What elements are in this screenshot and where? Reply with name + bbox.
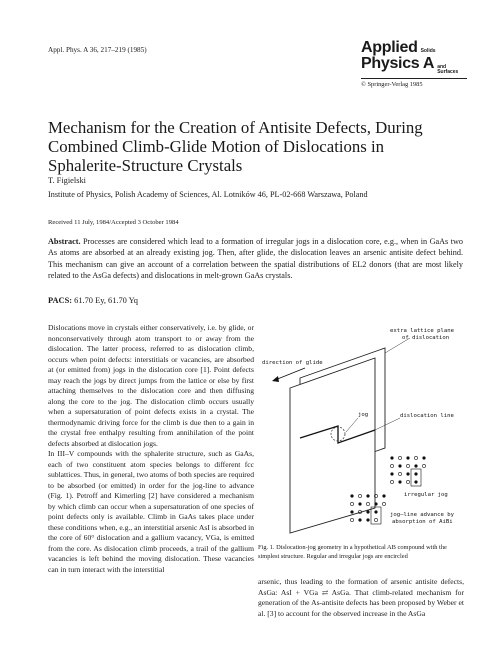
body-column-left [48,323,254,575]
body-paragraph: In III–V compounds with the sphalerite structure, such as GaAs, each of two constituent atom species belongs to different fcc sublattices. Thus, in general, two atoms of both species are required to be absorbed (or emitted) in order for the jog-line to advance (Fig. 1). Petroff and Kimerling [2] have considered a mechanism by which climb can occur when a supersaturation of one species of point defects only is available. Climb in GaAs takes place under these conditions when, e.g., an interstitial arsenic AsI is absorbed in the core of 60° dislocation and a gallium vacancy, VGa, is emitted from the core. As dislocation climb proceeds, a trail of the gallium vacancies is left behind the moving dislocation. These vacancies can in turn interact with the interstitial [48,449,254,574]
pacs [48,296,138,305]
pacs-value: 61.70 Ey, 61.70 Yq [74,296,138,305]
journal-citation: Appl. Phys. A 36, 217–219 (1985) [48,46,147,54]
affiliation: Institute of Physics, Polish Academy of Sciences, Al. Lotników 46, PL-02-668 Warszawa, Poland [48,190,368,199]
lattice-plane-front [290,358,375,533]
glide-arrowhead [272,376,279,382]
received-date: Received 11 July, 1984/Accepted 3 October 1984 [48,219,179,226]
logo-sub-and: and [437,64,447,70]
figure-caption: Fig. 1. Dislocation-jog geometry in a hypothetical AB compound with the simplest structure. Regular and irregular jogs are encircled [258,544,447,560]
article-title: Mechanism for the Creation of Antisite Defects, During Combined Climb-Glide Motion of Dislocations in Sphalerite-Structure Crystals [48,118,423,176]
label-dislocation-line: dislocation line [400,413,454,419]
label-advance: jog–line advance by [390,512,454,518]
abstract-label: Abstract. [48,237,81,246]
body-paragraph: Dislocations move in crystals either conservatively, i.e. by glide, or nonconservatively through atom transport to or away from the dislocation. The latter process, referred to as dislocation climb, occurs when point defects: interstitials or vacancies, are absorbed at (or emitted from) jogs in the dislocation core [1]. Point defects may reach the jogs by direct jumps from the lattice or else by first attaching themselves to the dislocation core and then diffusing along the core to the jog. The dislocation climb occurs usually when a supersaturation of point defects exists in a crystal. The thermodynamic driving force for the climb is due then to a gain in the crystal free enthalpy resulting from annihilation of the point defects absorbed at dislocation jogs. [48,323,254,448]
journal-logo [361,40,471,88]
logo-sub-and-surfaces [437,65,458,76]
logo-rule [361,78,467,79]
figure-1 [260,318,460,536]
label-extra-plane-2: of dislocation [402,335,450,341]
label-jog: jog [358,412,369,418]
logo-sub-solids: Solids [420,48,436,54]
logo-line-applied: Applied [361,39,418,56]
label-glide: direction of glide [262,360,323,366]
abstract-text: Processes are considered which lead to a formation of irregular jogs in a dislocation core, e.g., when in GaAs two As atoms are absorbed at an already existing jog. Then, after glide, the dislocation leaves an arsenic antisite defect behind. This mechanism can give an account of a correlation between the spatial distributions of EL2 donors (that are most likely related to the AsGa defects) and dislocations in melt-grown GaAs crystals. [48,237,463,280]
logo-line-physics: Physics A [361,55,435,72]
copyright: © Springer-Verlag 1985 [361,80,423,88]
abstract [48,236,463,281]
pacs-label: PACS: [48,296,73,305]
logo-sub-surfaces: Surfaces [437,69,459,76]
atom-grid-irregular [390,456,425,486]
author: T. Figielski [48,176,86,185]
label-irregular-jog: irregular jog [404,492,448,498]
body-paragraph: arsenic, thus leading to the formation of arsenic antisite defects, AsGa: AsI + VGa ⇄ AsGa. That climb-related mechanism for generation of the As-antisite defects has been proposed by Weber et al. [3] to account for the observed increase in the AsGa [258,577,464,618]
dislocation-jog-diagram [260,318,460,536]
body-column-right [258,577,464,619]
label-extra-plane: extra lattice plane [390,328,454,334]
label-advance-2: absorption of AiBi [392,519,453,525]
